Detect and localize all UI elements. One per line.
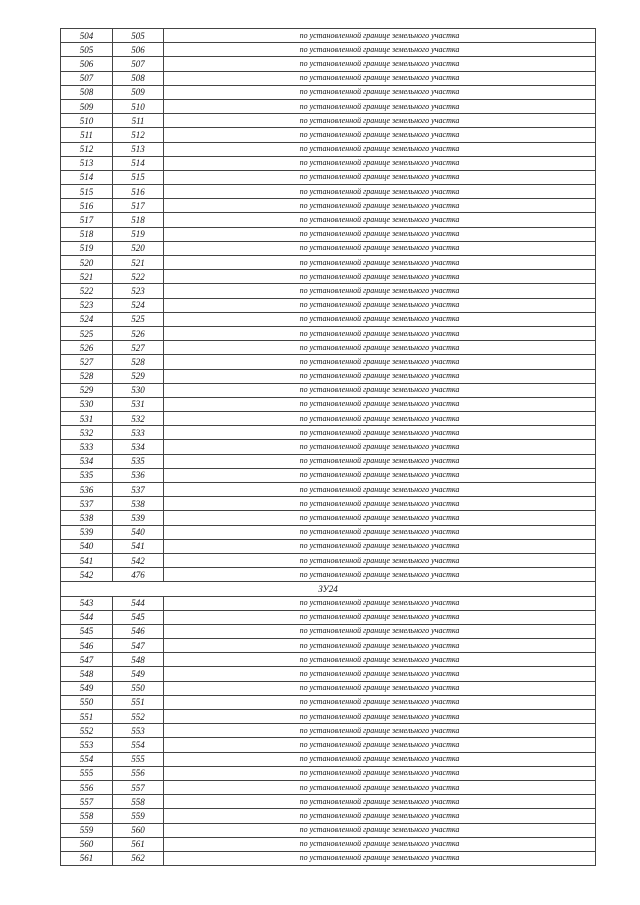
point-from-cell: 551 xyxy=(61,710,113,724)
point-to-cell: 506 xyxy=(113,43,164,57)
point-from-cell: 559 xyxy=(61,823,113,837)
point-from-cell: 546 xyxy=(61,639,113,653)
point-to-cell: 555 xyxy=(113,752,164,766)
point-to-cell: 560 xyxy=(113,823,164,837)
point-from-cell: 554 xyxy=(61,752,113,766)
point-to-cell: 537 xyxy=(113,483,164,497)
segment-description-cell: по установленной границе земельного участка xyxy=(164,114,596,128)
point-to-cell: 534 xyxy=(113,440,164,454)
point-from-cell: 542 xyxy=(61,568,113,582)
point-from-cell: 533 xyxy=(61,440,113,454)
point-to-cell: 516 xyxy=(113,185,164,199)
table-row xyxy=(61,568,596,582)
segment-description-cell: по установленной границе земельного участка xyxy=(164,412,596,426)
table-row xyxy=(61,752,596,766)
segment-description-cell: по установленной границе земельного участка xyxy=(164,71,596,85)
table-row xyxy=(61,525,596,539)
segment-description-cell: по установленной границе земельного участка xyxy=(164,766,596,780)
table-row xyxy=(61,553,596,567)
segment-description-cell: по установленной границе земельного участка xyxy=(164,241,596,255)
table-row xyxy=(61,57,596,71)
segment-description-cell: по установленной границе земельного участка xyxy=(164,681,596,695)
point-from-cell: 530 xyxy=(61,397,113,411)
table-row xyxy=(61,738,596,752)
segment-description-cell: по установленной границе земельного участка xyxy=(164,497,596,511)
point-from-cell: 511 xyxy=(61,128,113,142)
point-to-cell: 531 xyxy=(113,397,164,411)
point-to-cell: 532 xyxy=(113,412,164,426)
table-row xyxy=(61,454,596,468)
table-row xyxy=(61,468,596,482)
segment-description-cell: по установленной границе земельного участка xyxy=(164,185,596,199)
point-from-cell: 504 xyxy=(61,29,113,43)
point-to-cell: 554 xyxy=(113,738,164,752)
point-from-cell: 550 xyxy=(61,695,113,709)
point-to-cell: 535 xyxy=(113,454,164,468)
section-label: ЗУ24 xyxy=(61,582,596,596)
segment-description-cell: по установленной границе земельного участка xyxy=(164,99,596,113)
segment-description-cell: по установленной границе земельного участка xyxy=(164,752,596,766)
point-from-cell: 540 xyxy=(61,539,113,553)
segment-description-cell: по установленной границе земельного участка xyxy=(164,213,596,227)
point-to-cell: 546 xyxy=(113,624,164,638)
table-row xyxy=(61,710,596,724)
segment-description-cell: по установленной границе земельного участка xyxy=(164,383,596,397)
point-from-cell: 538 xyxy=(61,511,113,525)
segment-description-cell: по установленной границе земельного участка xyxy=(164,483,596,497)
table-row xyxy=(61,653,596,667)
segment-description-cell: по установленной границе земельного участка xyxy=(164,553,596,567)
segment-description-cell: по установленной границе земельного участка xyxy=(164,837,596,851)
segment-description-cell: по установленной границе земельного участка xyxy=(164,426,596,440)
segment-description-cell: по установленной границе земельного участка xyxy=(164,199,596,213)
point-from-cell: 558 xyxy=(61,809,113,823)
table-row xyxy=(61,170,596,184)
table-row xyxy=(61,185,596,199)
point-to-cell: 525 xyxy=(113,312,164,326)
segment-description-cell: по установленной границе земельного участка xyxy=(164,355,596,369)
table-row xyxy=(61,99,596,113)
point-to-cell: 476 xyxy=(113,568,164,582)
point-from-cell: 525 xyxy=(61,326,113,340)
point-to-cell: 545 xyxy=(113,610,164,624)
point-to-cell: 524 xyxy=(113,298,164,312)
point-from-cell: 516 xyxy=(61,199,113,213)
point-from-cell: 531 xyxy=(61,412,113,426)
point-to-cell: 538 xyxy=(113,497,164,511)
segment-description-cell: по установленной границе земельного участка xyxy=(164,539,596,553)
segment-description-cell: по установленной границе земельного участка xyxy=(164,780,596,794)
segment-description-cell: по установленной границе земельного участка xyxy=(164,326,596,340)
point-from-cell: 537 xyxy=(61,497,113,511)
point-to-cell: 528 xyxy=(113,355,164,369)
point-to-cell: 561 xyxy=(113,837,164,851)
table-row xyxy=(61,199,596,213)
point-to-cell: 536 xyxy=(113,468,164,482)
point-to-cell: 505 xyxy=(113,29,164,43)
segment-description-cell: по установленной границе земельного участка xyxy=(164,596,596,610)
table-row xyxy=(61,397,596,411)
table-row xyxy=(61,724,596,738)
segment-description-cell: по установленной границе земельного участка xyxy=(164,341,596,355)
point-from-cell: 518 xyxy=(61,227,113,241)
point-from-cell: 529 xyxy=(61,383,113,397)
point-to-cell: 523 xyxy=(113,284,164,298)
table-row xyxy=(61,227,596,241)
table-row xyxy=(61,71,596,85)
table-row xyxy=(61,610,596,624)
segment-description-cell: по установленной границе земельного участка xyxy=(164,454,596,468)
segment-description-cell: по установленной границе земельного участка xyxy=(164,809,596,823)
segment-description-cell: по установленной границе земельного участка xyxy=(164,639,596,653)
segment-description-cell: по установленной границе земельного участка xyxy=(164,369,596,383)
table-row xyxy=(61,29,596,43)
point-from-cell: 556 xyxy=(61,780,113,794)
table-row xyxy=(61,426,596,440)
point-from-cell: 545 xyxy=(61,624,113,638)
table-body xyxy=(61,29,596,866)
point-from-cell: 512 xyxy=(61,142,113,156)
point-to-cell: 513 xyxy=(113,142,164,156)
table-row xyxy=(61,851,596,865)
point-from-cell: 510 xyxy=(61,114,113,128)
segment-description-cell: по установленной границе земельного участка xyxy=(164,624,596,638)
point-to-cell: 518 xyxy=(113,213,164,227)
table-row xyxy=(61,837,596,851)
point-from-cell: 532 xyxy=(61,426,113,440)
point-from-cell: 543 xyxy=(61,596,113,610)
point-to-cell: 526 xyxy=(113,326,164,340)
table-row xyxy=(61,43,596,57)
point-from-cell: 535 xyxy=(61,468,113,482)
segment-description-cell: по установленной границе земельного участка xyxy=(164,156,596,170)
table-row xyxy=(61,114,596,128)
segment-description-cell: по установленной границе земельного участка xyxy=(164,851,596,865)
point-to-cell: 533 xyxy=(113,426,164,440)
table-row xyxy=(61,809,596,823)
point-to-cell: 539 xyxy=(113,511,164,525)
point-to-cell: 510 xyxy=(113,99,164,113)
segment-description-cell: по установленной границе земельного участка xyxy=(164,270,596,284)
segment-description-cell: по установленной границе земельного участка xyxy=(164,142,596,156)
point-from-cell: 526 xyxy=(61,341,113,355)
table-row xyxy=(61,298,596,312)
segment-description-cell: по установленной границе земельного участка xyxy=(164,397,596,411)
table-row xyxy=(61,156,596,170)
point-to-cell: 562 xyxy=(113,851,164,865)
point-from-cell: 522 xyxy=(61,284,113,298)
point-from-cell: 505 xyxy=(61,43,113,57)
table-row xyxy=(61,383,596,397)
table-row xyxy=(61,624,596,638)
point-to-cell: 520 xyxy=(113,241,164,255)
segment-description-cell: по установленной границе земельного участка xyxy=(164,57,596,71)
point-from-cell: 544 xyxy=(61,610,113,624)
segment-description-cell: по установленной границе земельного участка xyxy=(164,724,596,738)
table-row xyxy=(61,639,596,653)
table-row xyxy=(61,128,596,142)
point-from-cell: 524 xyxy=(61,312,113,326)
table-row xyxy=(61,213,596,227)
segment-description-cell: по установленной границе земельного участка xyxy=(164,227,596,241)
point-to-cell: 552 xyxy=(113,710,164,724)
point-from-cell: 506 xyxy=(61,57,113,71)
point-to-cell: 508 xyxy=(113,71,164,85)
section-header-row xyxy=(61,582,596,596)
point-to-cell: 542 xyxy=(113,553,164,567)
point-to-cell: 541 xyxy=(113,539,164,553)
point-from-cell: 514 xyxy=(61,170,113,184)
table-row xyxy=(61,823,596,837)
segment-description-cell: по установленной границе земельного участка xyxy=(164,667,596,681)
point-from-cell: 561 xyxy=(61,851,113,865)
table-row xyxy=(61,483,596,497)
segment-description-cell: по установленной границе земельного участка xyxy=(164,85,596,99)
point-to-cell: 547 xyxy=(113,639,164,653)
point-from-cell: 549 xyxy=(61,681,113,695)
table-row xyxy=(61,681,596,695)
point-from-cell: 555 xyxy=(61,766,113,780)
table-row xyxy=(61,85,596,99)
segment-description-cell: по установленной границе земельного участка xyxy=(164,653,596,667)
segment-description-cell: по установленной границе земельного участка xyxy=(164,511,596,525)
table-row xyxy=(61,284,596,298)
table-row xyxy=(61,241,596,255)
segment-description-cell: по установленной границе земельного участка xyxy=(164,568,596,582)
point-from-cell: 515 xyxy=(61,185,113,199)
segment-description-cell: по установленной границе земельного участка xyxy=(164,312,596,326)
segment-description-cell: по установленной границе земельного участка xyxy=(164,43,596,57)
point-from-cell: 539 xyxy=(61,525,113,539)
point-to-cell: 553 xyxy=(113,724,164,738)
table-row xyxy=(61,440,596,454)
point-from-cell: 548 xyxy=(61,667,113,681)
table-row xyxy=(61,312,596,326)
point-to-cell: 511 xyxy=(113,114,164,128)
table-row xyxy=(61,326,596,340)
table-row xyxy=(61,511,596,525)
point-to-cell: 519 xyxy=(113,227,164,241)
point-to-cell: 507 xyxy=(113,57,164,71)
point-from-cell: 553 xyxy=(61,738,113,752)
table-row xyxy=(61,539,596,553)
point-to-cell: 550 xyxy=(113,681,164,695)
segment-description-cell: по установленной границе земельного участка xyxy=(164,738,596,752)
point-from-cell: 520 xyxy=(61,256,113,270)
point-from-cell: 519 xyxy=(61,241,113,255)
point-to-cell: 529 xyxy=(113,369,164,383)
point-to-cell: 521 xyxy=(113,256,164,270)
segment-description-cell: по установленной границе земельного участка xyxy=(164,695,596,709)
point-from-cell: 552 xyxy=(61,724,113,738)
point-to-cell: 522 xyxy=(113,270,164,284)
point-from-cell: 536 xyxy=(61,483,113,497)
point-from-cell: 534 xyxy=(61,454,113,468)
segment-description-cell: по установленной границе земельного участка xyxy=(164,298,596,312)
point-from-cell: 517 xyxy=(61,213,113,227)
point-from-cell: 507 xyxy=(61,71,113,85)
point-to-cell: 514 xyxy=(113,156,164,170)
point-from-cell: 513 xyxy=(61,156,113,170)
boundary-segments-table xyxy=(60,28,596,866)
table-row xyxy=(61,780,596,794)
segment-description-cell: по установленной границе земельного участка xyxy=(164,170,596,184)
table-row xyxy=(61,667,596,681)
point-from-cell: 547 xyxy=(61,653,113,667)
point-to-cell: 517 xyxy=(113,199,164,213)
point-to-cell: 549 xyxy=(113,667,164,681)
segment-description-cell: по установленной границе земельного участка xyxy=(164,256,596,270)
segment-description-cell: по установленной границе земельного участка xyxy=(164,128,596,142)
point-from-cell: 508 xyxy=(61,85,113,99)
point-from-cell: 541 xyxy=(61,553,113,567)
point-from-cell: 523 xyxy=(61,298,113,312)
table-row xyxy=(61,695,596,709)
table-row xyxy=(61,497,596,511)
table-row xyxy=(61,369,596,383)
segment-description-cell: по установленной границе земельного участка xyxy=(164,823,596,837)
segment-description-cell: по установленной границе земельного участка xyxy=(164,795,596,809)
point-to-cell: 509 xyxy=(113,85,164,99)
segment-description-cell: по установленной границе земельного участка xyxy=(164,710,596,724)
table-row xyxy=(61,142,596,156)
segment-description-cell: по установленной границе земельного участка xyxy=(164,284,596,298)
point-to-cell: 558 xyxy=(113,795,164,809)
point-to-cell: 557 xyxy=(113,780,164,794)
table-row xyxy=(61,596,596,610)
segment-description-cell: по установленной границе земельного участка xyxy=(164,29,596,43)
point-to-cell: 548 xyxy=(113,653,164,667)
point-to-cell: 515 xyxy=(113,170,164,184)
point-from-cell: 527 xyxy=(61,355,113,369)
segment-description-cell: по установленной границе земельного участка xyxy=(164,468,596,482)
point-to-cell: 559 xyxy=(113,809,164,823)
point-to-cell: 544 xyxy=(113,596,164,610)
point-to-cell: 530 xyxy=(113,383,164,397)
point-to-cell: 551 xyxy=(113,695,164,709)
point-from-cell: 521 xyxy=(61,270,113,284)
table-row xyxy=(61,412,596,426)
segment-description-cell: по установленной границе земельного участка xyxy=(164,440,596,454)
table-row xyxy=(61,355,596,369)
table-row xyxy=(61,795,596,809)
table-row xyxy=(61,270,596,284)
point-to-cell: 527 xyxy=(113,341,164,355)
point-to-cell: 512 xyxy=(113,128,164,142)
point-from-cell: 509 xyxy=(61,99,113,113)
point-from-cell: 557 xyxy=(61,795,113,809)
table-row xyxy=(61,256,596,270)
segment-description-cell: по установленной границе земельного участка xyxy=(164,610,596,624)
point-to-cell: 556 xyxy=(113,766,164,780)
table-row xyxy=(61,341,596,355)
point-from-cell: 560 xyxy=(61,837,113,851)
segment-description-cell: по установленной границе земельного участка xyxy=(164,525,596,539)
table-row xyxy=(61,766,596,780)
point-from-cell: 528 xyxy=(61,369,113,383)
point-to-cell: 540 xyxy=(113,525,164,539)
